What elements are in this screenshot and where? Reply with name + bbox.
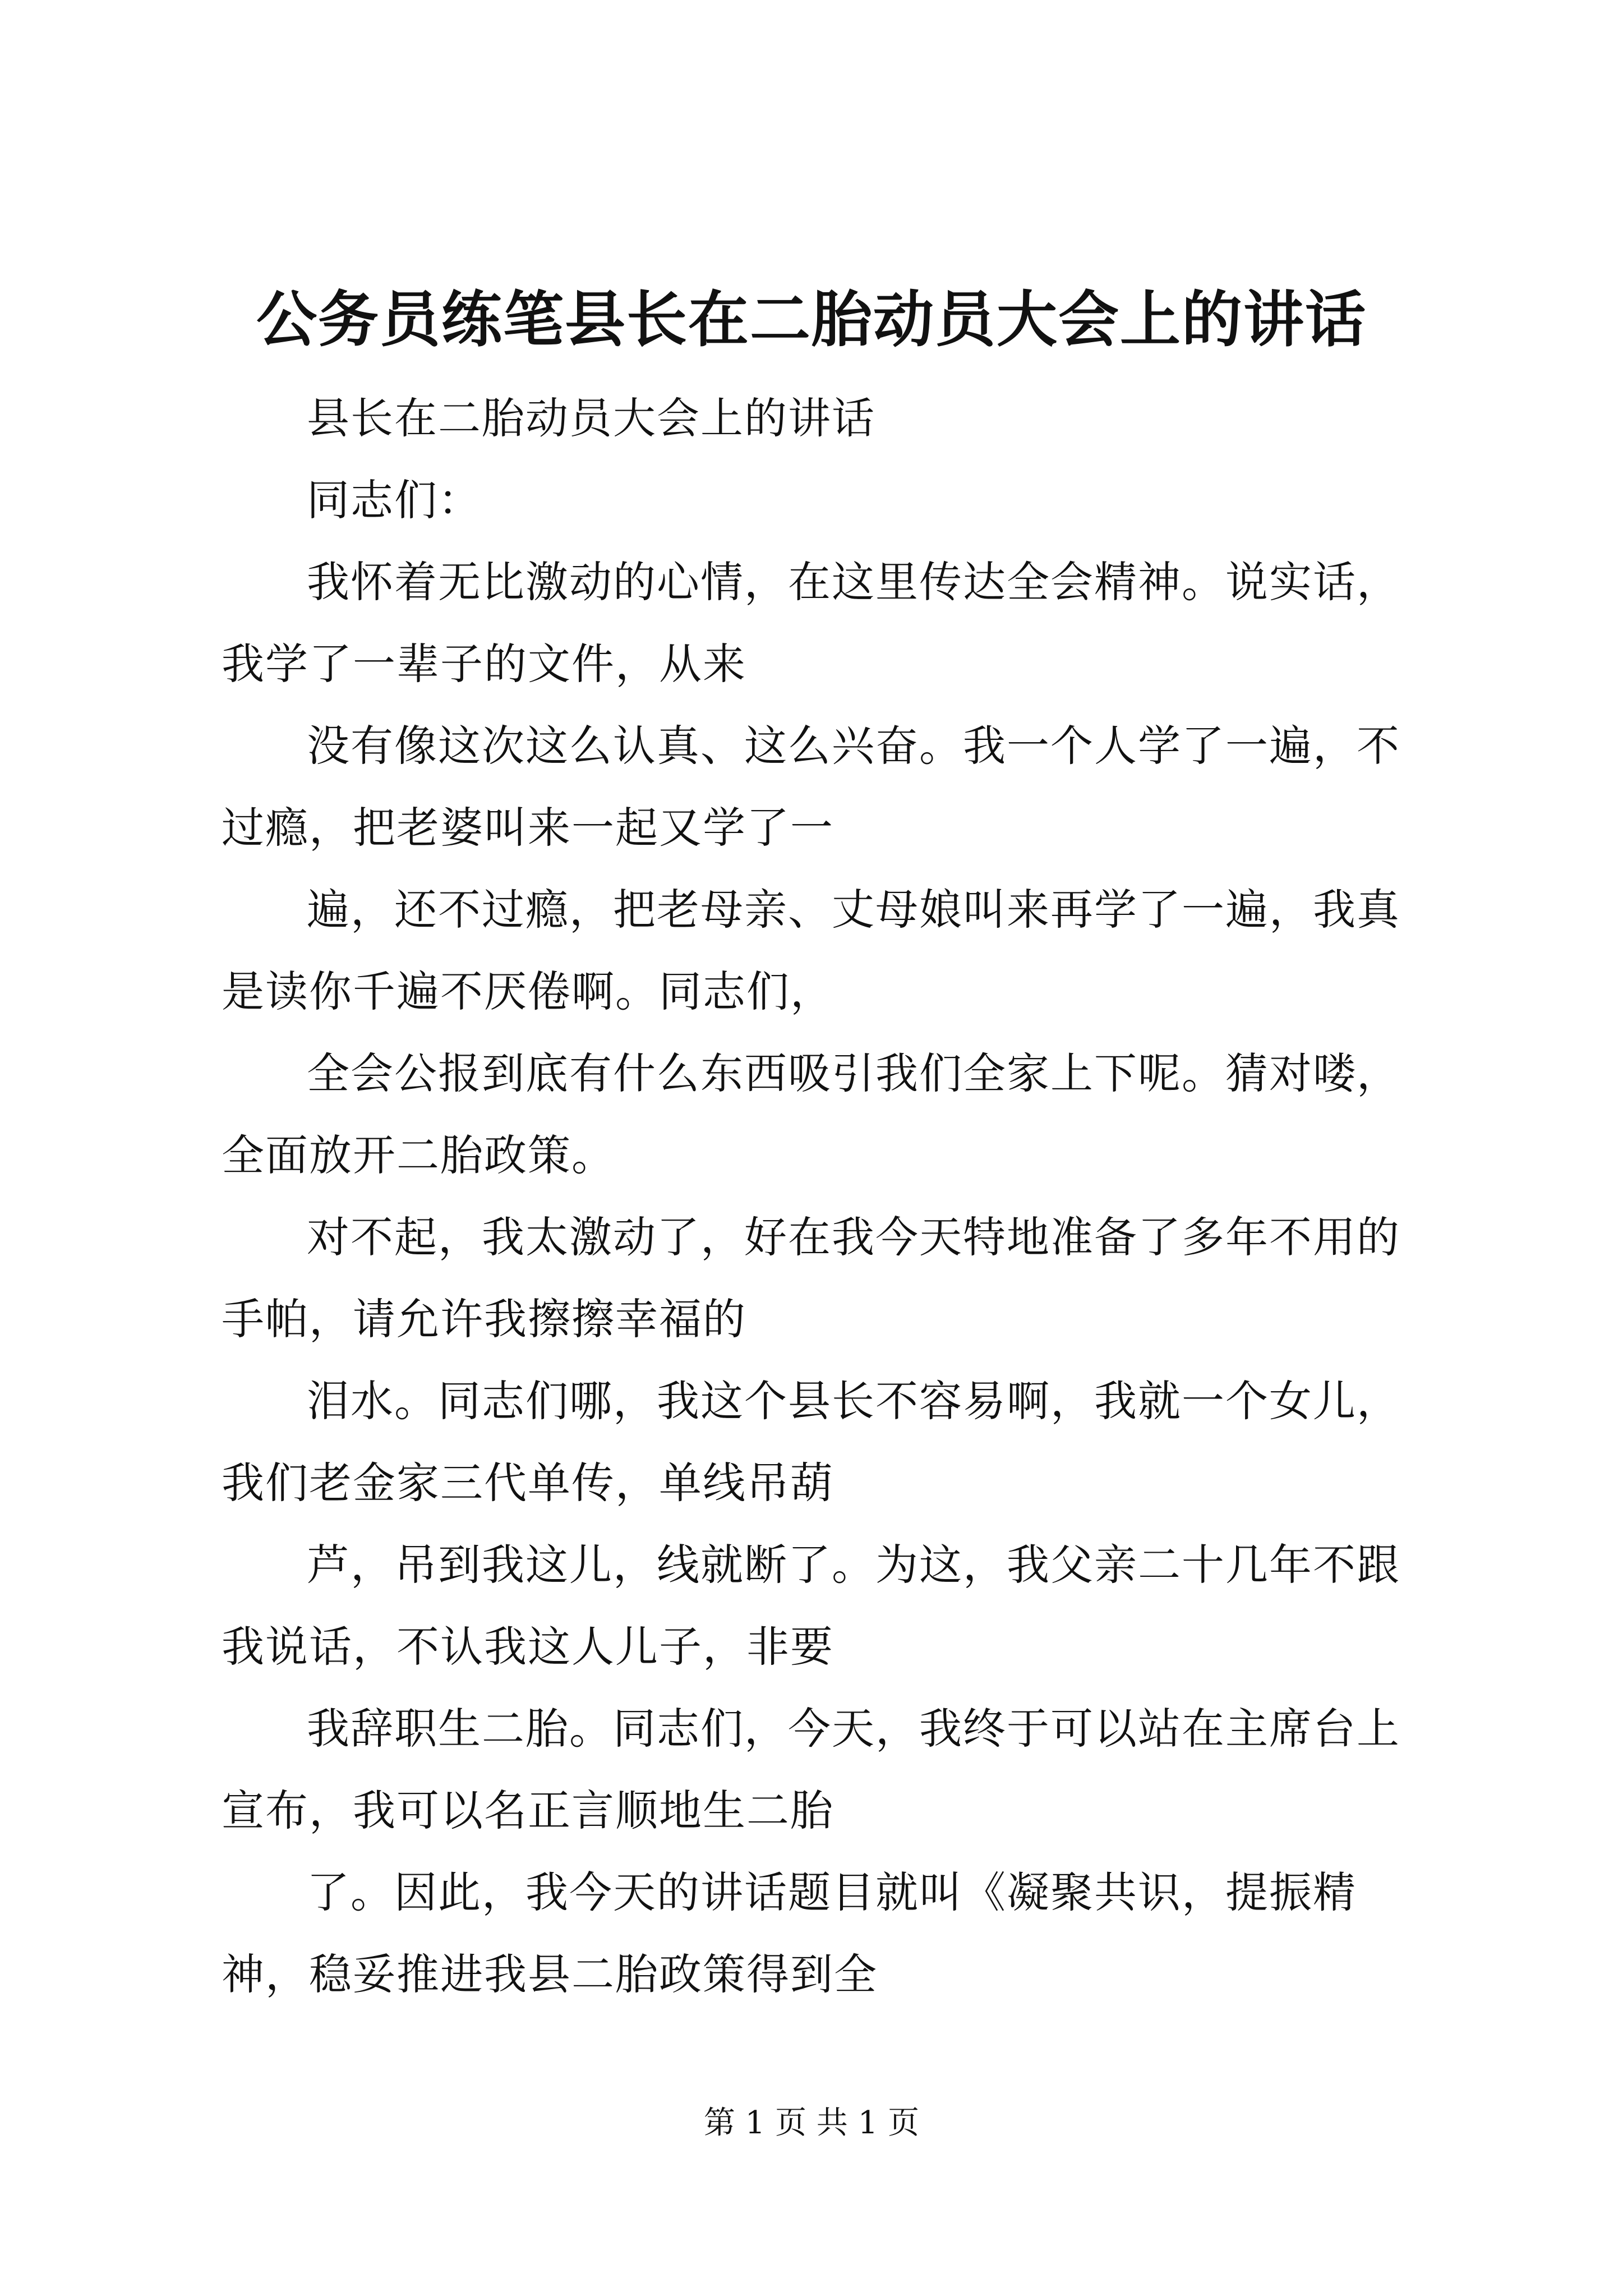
paragraph: 对不起，我太激动了，好在我今天特地准备了多年不用的手帕，请允许我擦擦幸福的 <box>222 1212 1400 1344</box>
document-title: 公务员练笔县长在二胎动员大会上的讲话 <box>256 284 1367 355</box>
paragraph: 我怀着无比激动的心情，在这里传达全会精神。说实话，我学了一辈子的文件，从来 <box>222 557 1400 689</box>
paragraph: 全会公报到底有什么东西吸引我们全家上下呢。猜对喽，全面放开二胎政策。 <box>222 1048 1400 1180</box>
page-footer: 第 1 页 共 1 页 <box>703 2105 920 2141</box>
paragraph: 芦，吊到我这儿，线就断了。为这，我父亲二十几年不跟我说话，不认我这人儿子，非要 <box>222 1540 1400 1672</box>
paragraph: 了。因此，我今天的讲话题目就叫《凝聚共识，提振精神，稳妥推进我县二胎政策得到全 <box>222 1867 1357 1999</box>
paragraph: 泪水。同志们哪，我这个县长不容易啊，我就一个女儿，我们老金家三代单传，单线吊葫 <box>222 1376 1400 1508</box>
paragraph: 遍，还不过瘾，把老母亲、丈母娘叫来再学了一遍，我真是读你千遍不厌倦啊。同志们， <box>222 885 1400 1016</box>
document-body <box>222 378 1427 2016</box>
paragraph: 我辞职生二胎。同志们，今天，我终于可以站在主席台上宣布，我可以名正言顺地生二胎 <box>222 1704 1400 1835</box>
paragraph: 没有像这次这么认真、这么兴奋。我一个人学了一遍，不过瘾，把老婆叫来一起又学了一 <box>222 721 1400 853</box>
paragraph: 县长在二胎动员大会上的讲话 <box>307 393 875 443</box>
paragraph: 同志们： <box>307 475 482 525</box>
